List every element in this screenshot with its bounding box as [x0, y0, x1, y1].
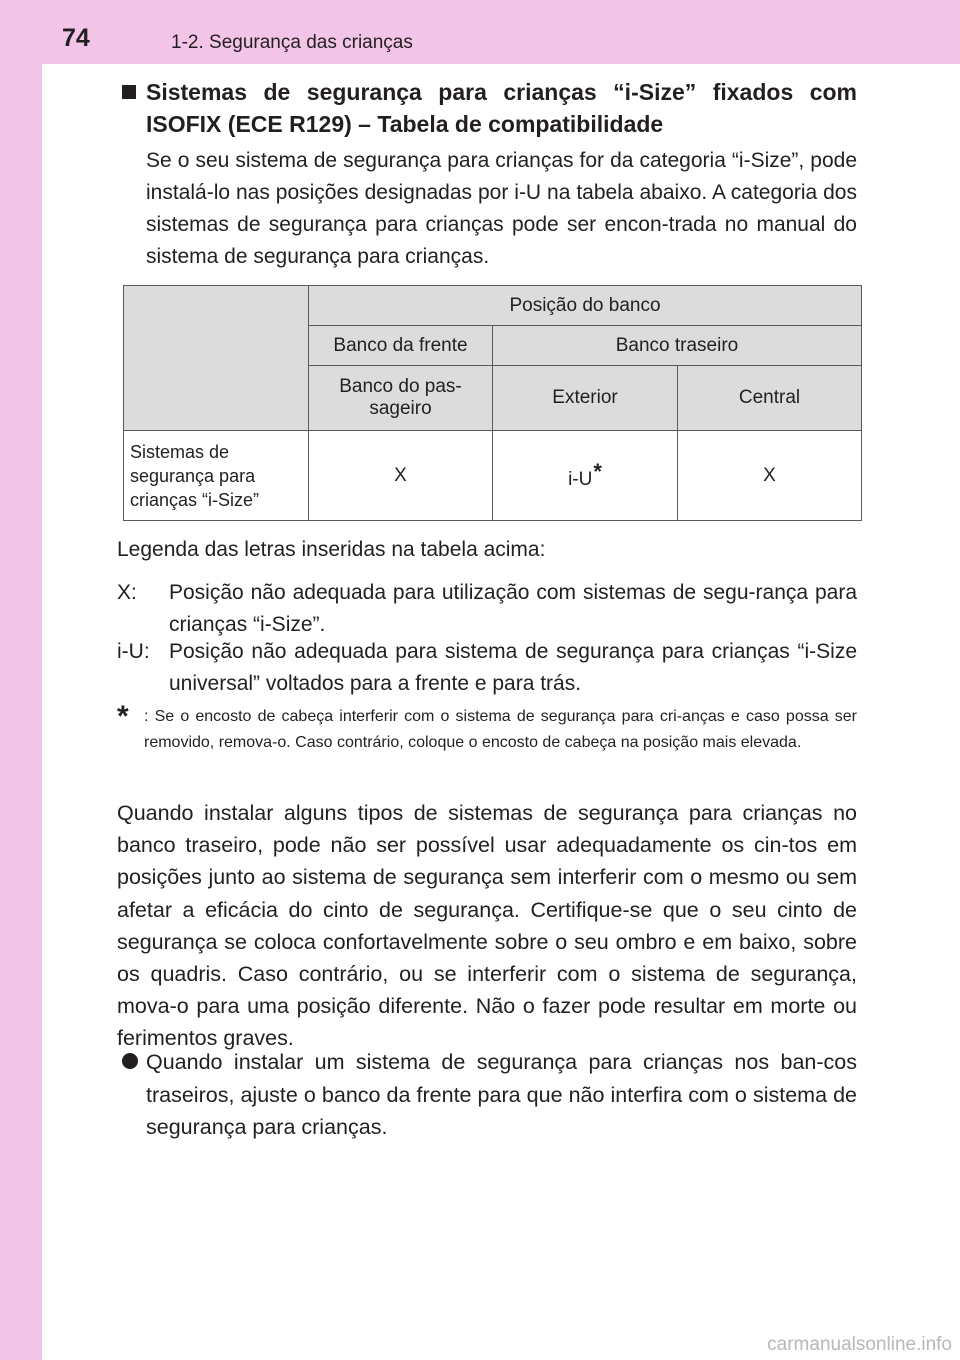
footnote-mark: *	[593, 458, 602, 484]
page-margin-band	[0, 0, 42, 1360]
header-exterior: Exterior	[493, 366, 678, 431]
footnote-text: : Se o encosto de cabeça interferir com o sistema de segurança para cri-anças e caso possa ser removido, remova-o. Caso contrário, coloque o encosto de cabeça na posição mais elevada.	[144, 708, 857, 751]
compatibility-table	[123, 285, 862, 521]
legend-label: i-U:	[117, 640, 150, 663]
legend-item	[117, 636, 857, 700]
header-passenger-seat: Banco do pas-sageiro	[309, 366, 493, 431]
footnote-asterisk: *	[117, 700, 129, 733]
legend-item	[117, 577, 857, 641]
section-title: Sistemas de segurança para crianças “i-Size” fixados com ISOFIX (ECE R129) – Tabela de compatibilidade	[146, 79, 857, 137]
row-label-isize: Sistemas de segurança para crianças “i-Size”	[124, 431, 309, 521]
intro-paragraph: Se o seu sistema de segurança para crianças for da categoria “i-Size”, pode instalá-lo nas posições designadas por i-U na tabela abaixo. A categoria dos sistemas de segurança para crianças pode ser encon-trada no manual do sistema de segurança para crianças.	[146, 149, 857, 268]
cell-exterior-value: i-U	[568, 468, 593, 490]
bullet-item	[117, 1046, 857, 1144]
header-central: Central	[678, 366, 862, 431]
header-front-seat: Banco da frente	[309, 326, 493, 366]
page-number: 74	[62, 24, 90, 52]
footnote	[117, 700, 857, 756]
page-header-band	[0, 0, 960, 64]
chapter-title: 1-2. Segurança das crianças	[171, 32, 413, 53]
header-seat-position: Posição do banco	[309, 286, 862, 326]
bullet-text: Quando instalar um sistema de segurança para crianças nos ban-cos traseiros, ajuste o banco da frente para que não interfira com o sistema de segurança para crianças.	[146, 1050, 857, 1139]
watermark: carmanualsonline.info	[767, 1334, 952, 1355]
cell-central: X	[678, 431, 862, 521]
section-heading	[122, 76, 857, 140]
table-corner-cell	[124, 286, 309, 431]
legend-text: Posição não adequada para sistema de segurança para crianças “i-Size universal” voltados para a frente e para trás.	[169, 640, 857, 695]
legend-label: X:	[117, 581, 137, 604]
circle-bullet-icon	[122, 1053, 138, 1069]
square-bullet-icon	[122, 85, 136, 99]
legend-title: Legenda das letras inseridas na tabela acima:	[117, 538, 546, 561]
legend-text: Posição não adequada para utilização com sistemas de segu-rança para crianças “i-Size”.	[169, 581, 857, 636]
cell-passenger: X	[309, 431, 493, 521]
body-paragraph: Quando instalar alguns tipos de sistemas de segurança para crianças no banco traseiro, pode não ser possível usar adequadamente os cin-tos em posições junto ao sistema de segurança sem interferir com o mesmo ou sem afetar a eficácia do cinto de segurança. Certifique-se que o seu cinto de segurança se coloca confortavelmente sobre o seu ombro e em baixo, sobre os quadris. Caso contrário, ou se interferir com o sistema de segurança, mova-o para uma posição diferente. Não o fazer pode resultar em morte ou ferimentos graves.	[117, 801, 857, 1051]
header-rear-seat: Banco traseiro	[493, 326, 862, 366]
cell-exterior	[493, 431, 678, 521]
